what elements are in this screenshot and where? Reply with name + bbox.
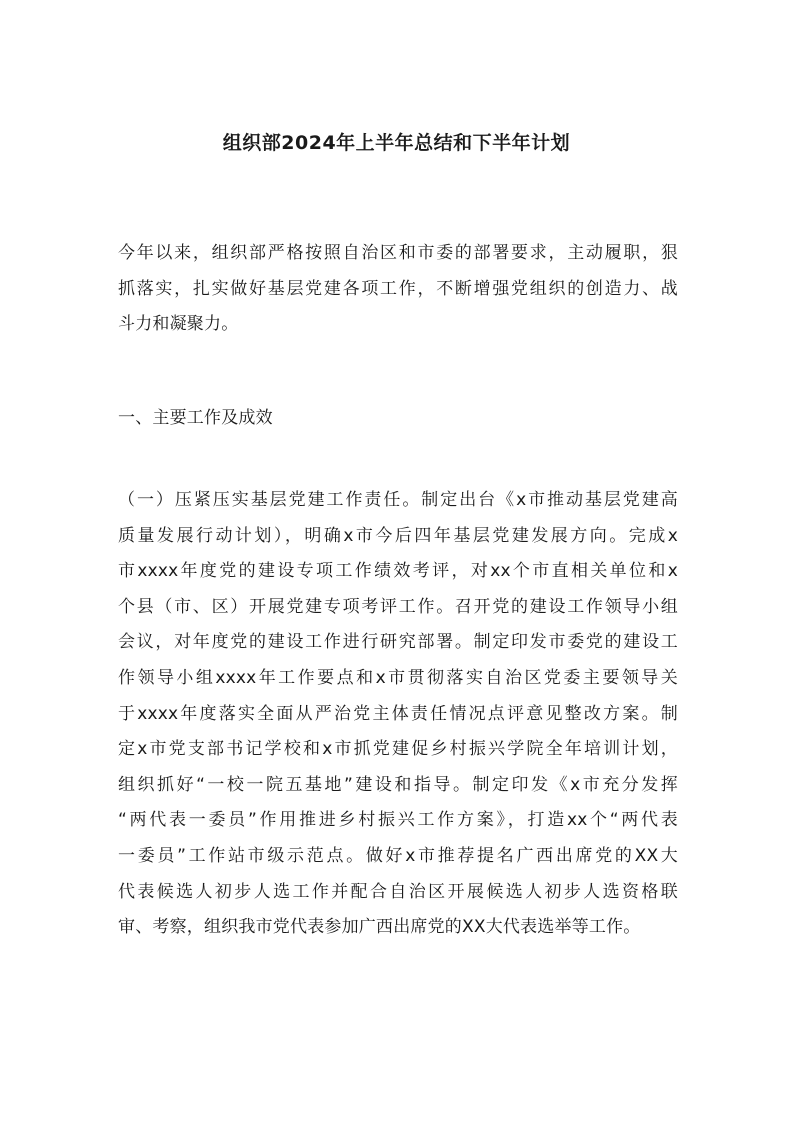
section-heading bbox=[118, 401, 678, 437]
intro-line: 今年以来，组织部严格按照自治区和市委的部署要求，主动履职，狠 bbox=[118, 243, 678, 263]
section1-line: 会议，对年度党的建设工作进行研究部署。制定印发市委党的建设工 bbox=[118, 632, 678, 653]
section1-line: 代表候选人初步人选工作并配合自治区开展候选人初步人选资格联 bbox=[118, 881, 678, 902]
section1-line: 定x市党支部书记学校和x市抓党建促乡村振兴学院全年培训计划， bbox=[118, 739, 678, 760]
section1-line: 作领导小组xxxx年工作要点和x市贯彻落实自治区党委主要领导关 bbox=[118, 667, 678, 688]
section1-line: 组织抓好“一校一院五基地”建设和指导。制定印发《x市充分发挥 bbox=[118, 774, 678, 795]
section1-line: 审、考察，组织我市党代表参加广西出席党的XX大代表选举等工作。 bbox=[118, 917, 641, 938]
section1-line: “两代表一委员”作用推进乡村振兴工作方案》，打造xx个“两代表 bbox=[118, 810, 678, 831]
section1-line: 质量发展行动计划），明确x市今后四年基层党建发展方向。完成x bbox=[118, 525, 678, 546]
section1-line: 市xxxx年度党的建设专项工作绩效考评，对xx个市直相关单位和x bbox=[118, 561, 678, 582]
section1-line: 于xxxx年度落实全面从严治党主体责任情况点评意见整改方案。制 bbox=[118, 703, 678, 724]
document-title: 组织部2024年上半年总结和下半年计划 bbox=[222, 132, 571, 154]
section1-paragraph bbox=[118, 483, 678, 946]
section1-line: 一委员”工作站市级示范点。做好x市推荐提名广西出席党的XX大 bbox=[118, 845, 678, 866]
section-heading-text: 一、主要工作及成效 bbox=[118, 408, 273, 428]
section1-line: 个县（市、区）开展党建专项考评工作。召开党的建设工作领导小组 bbox=[118, 596, 678, 617]
intro-line: 抓落实，扎实做好基层党建各项工作，不断增强党组织的创造力、战 bbox=[118, 278, 678, 299]
intro-line: 斗力和凝聚力。 bbox=[118, 314, 239, 335]
section1-line: （一）压紧压实基层党建工作责任。制定出台《x市推动基层党建高 bbox=[118, 490, 678, 510]
intro-paragraph bbox=[118, 236, 678, 343]
